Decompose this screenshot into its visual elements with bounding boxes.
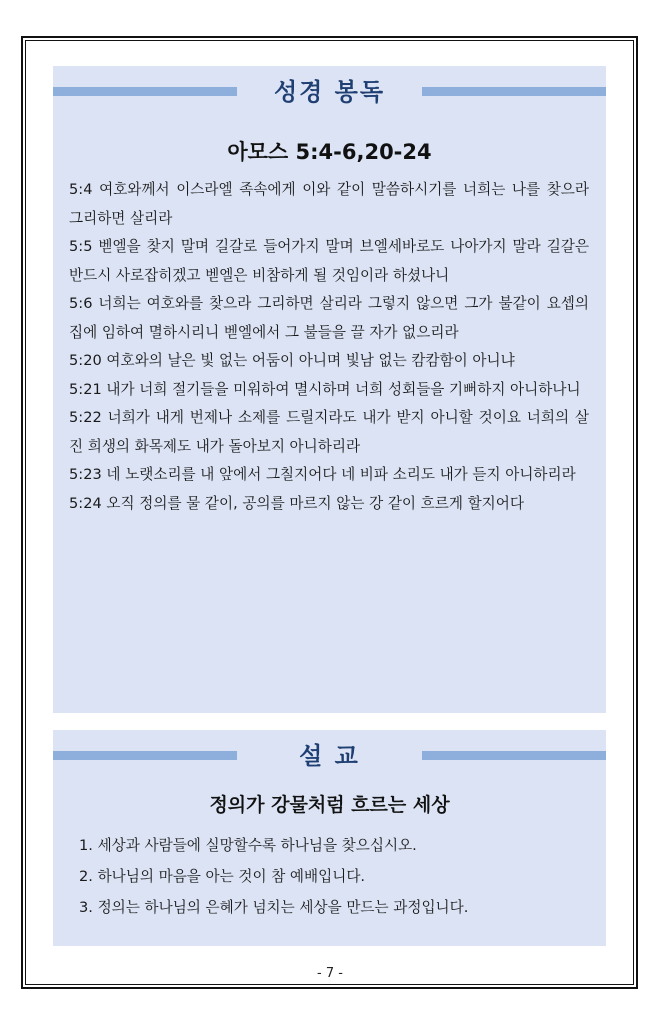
sermon-points bbox=[79, 830, 468, 923]
verse: 5:24 오직 정의를 물 같이, 공의를 마르지 않는 강 같이 흐르게 할지어다 bbox=[69, 494, 524, 512]
sermon-section bbox=[53, 730, 606, 946]
verse-list bbox=[69, 176, 589, 518]
sermon-point: 3. 정의는 하나님의 은혜가 넘치는 세상을 만드는 과정입니다. bbox=[79, 899, 469, 916]
sermon-header bbox=[53, 730, 606, 782]
header-bar-right bbox=[422, 751, 606, 760]
header-bar-right bbox=[422, 87, 606, 96]
scripture-reading-section bbox=[53, 66, 606, 713]
verse: 5:21 내가 너희 절기들을 미워하여 멸시하며 너희 성회들을 기뻐하지 아니하나니 bbox=[69, 380, 581, 398]
header-bar-left bbox=[53, 87, 237, 96]
sermon-title: 정의가 강물처럼 흐르는 세상 bbox=[209, 794, 450, 816]
page-number: - 7 - bbox=[317, 966, 343, 981]
reading-header bbox=[53, 66, 606, 118]
sermon-heading: 설 교 bbox=[299, 742, 360, 770]
verse: 5:4 여호와께서 이스라엘 족속에게 이와 같이 말씀하시기를 너희는 나를 찾으라 그리하면 살리라 bbox=[69, 181, 589, 227]
verse: 5:5 벧엘을 찾지 말며 길갈로 들어가지 말며 브엘세바로도 나아가지 말라 길갈은 반드시 사로잡히겠고 벧엘은 비참하게 될 것임이라 하셨나니 bbox=[69, 238, 589, 284]
verse: 5:23 네 노랫소리를 내 앞에서 그칠지어다 네 비파 소리도 내가 듣지 아니하리라 bbox=[69, 466, 576, 483]
sermon-point: 2. 하나님의 마음을 아는 것이 참 예배입니다. bbox=[79, 868, 366, 885]
verse: 5:22 너희가 내게 번제나 소제를 드릴지라도 내가 받지 아니할 것이요 너희의 살진 희생의 화목제도 내가 돌아보지 아니하리라 bbox=[69, 409, 589, 455]
sermon-point: 1. 세상과 사람들에 실망할수록 하나님을 찾으십시오. bbox=[79, 837, 417, 854]
header-bar-left bbox=[53, 751, 237, 760]
reading-heading: 성경 봉독 bbox=[273, 78, 386, 106]
verse: 5:20 여호와의 날은 빛 없는 어둠이 아니며 빛남 없는 캄캄함이 아니냐 bbox=[69, 352, 515, 369]
verse: 5:6 너희는 여호와를 찾으라 그리하면 살리라 그렇지 않으면 그가 불같이 요셉의 집에 임하여 멸하시리니 벧엘에서 그 불들을 끌 자가 없으리라 bbox=[69, 295, 589, 341]
passage-reference: 아모스 5:4-6,20-24 bbox=[227, 140, 432, 164]
